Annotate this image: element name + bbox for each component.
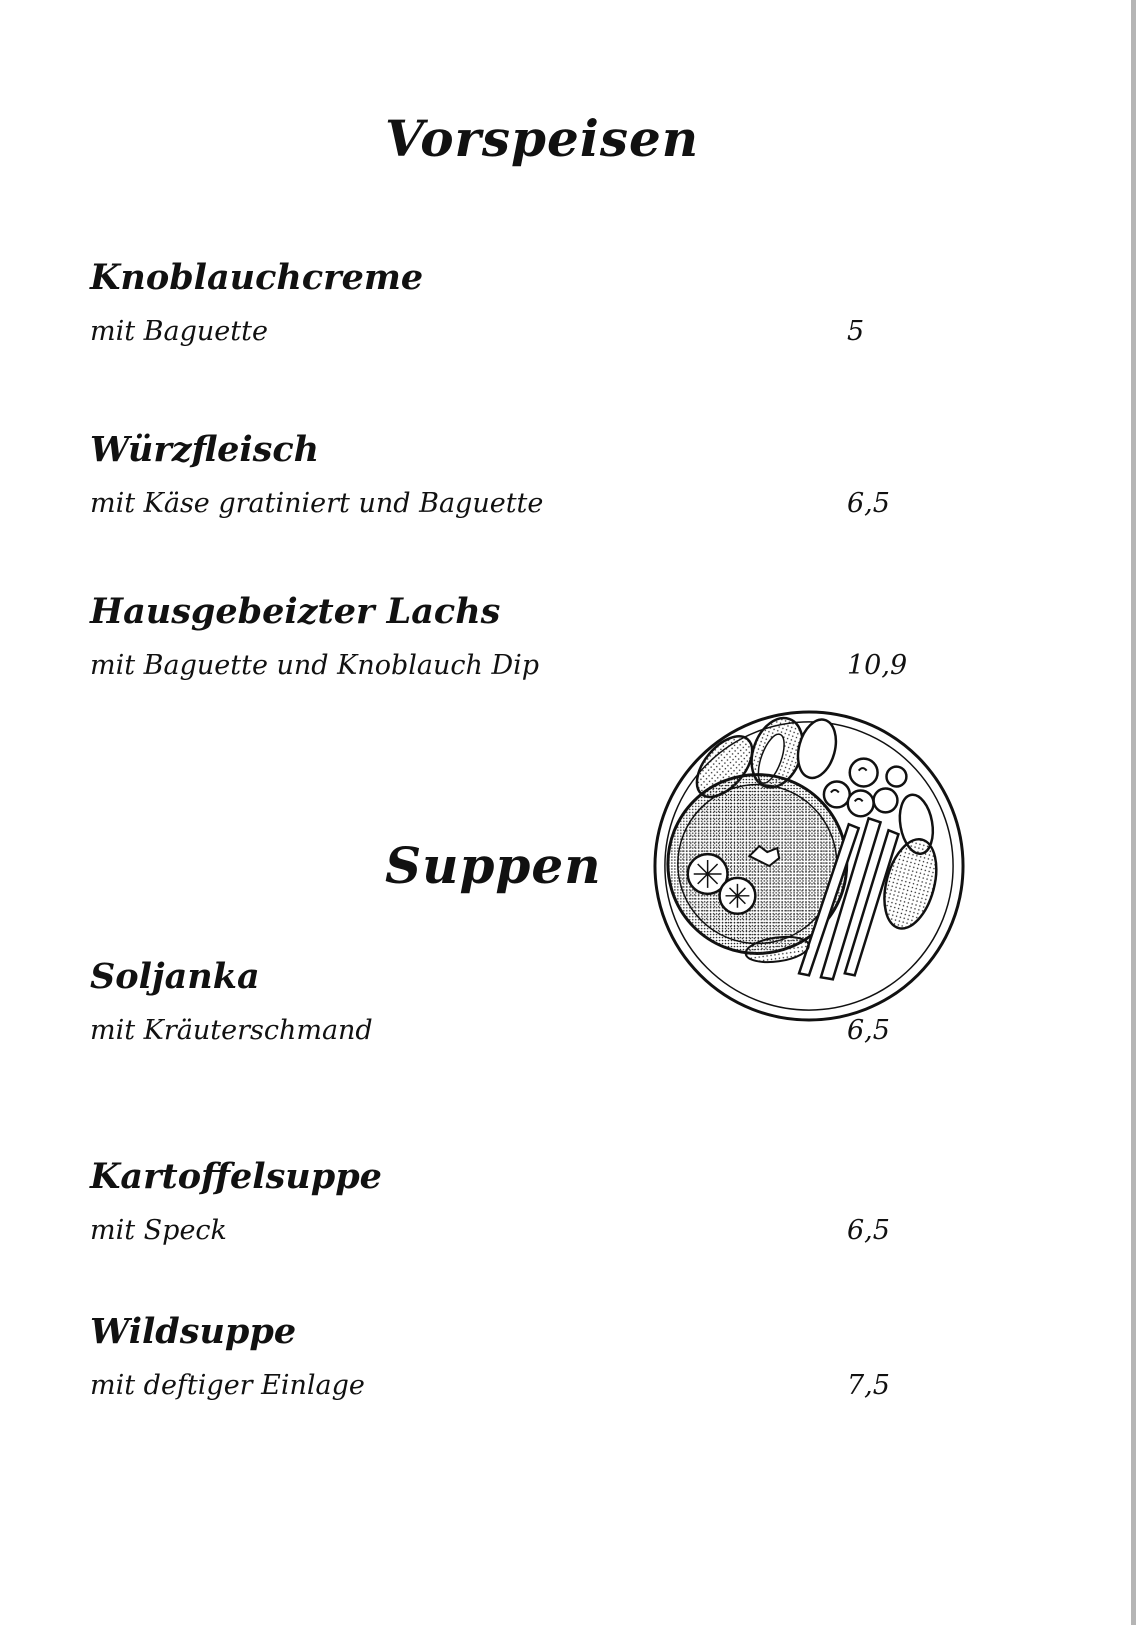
item-price: 6,5	[847, 488, 890, 519]
item-price: 10,9	[847, 650, 908, 681]
section-title-vorspeisen: Vorspeisen	[385, 109, 700, 168]
item-description: mit Kräuterschmand	[90, 1015, 373, 1046]
section-title-suppen: Suppen	[385, 836, 602, 895]
item-name: Wildsuppe	[90, 1311, 297, 1352]
soup-plate-illustration	[650, 707, 968, 1025]
menu-item-kartoffelsuppe	[90, 1156, 970, 1259]
item-description: mit Speck	[90, 1215, 227, 1246]
item-price: 6,5	[847, 1015, 890, 1046]
item-description: mit Käse gratiniert und Baguette	[90, 488, 544, 519]
menu-item-hausgebeizter-lachs	[90, 591, 970, 694]
item-price: 6,5	[847, 1215, 890, 1246]
item-description: mit deftiger Einlage	[90, 1370, 365, 1401]
item-description: mit Baguette und Knoblauch Dip	[90, 650, 540, 681]
item-price: 5	[847, 316, 865, 347]
menu-item-wildsuppe	[90, 1311, 970, 1414]
item-name: Knoblauchcreme	[90, 257, 424, 298]
item-name: Würzfleisch	[90, 429, 320, 470]
menu-item-wuerzfleisch	[90, 429, 970, 532]
item-name: Kartoffelsuppe	[90, 1156, 382, 1197]
page-edge	[1131, 0, 1136, 1625]
item-description: mit Baguette	[90, 316, 268, 347]
item-name: Soljanka	[90, 956, 260, 997]
item-name: Hausgebeizter Lachs	[90, 591, 501, 632]
item-price: 7,5	[847, 1370, 890, 1401]
menu-item-knoblauchcreme	[90, 257, 970, 360]
